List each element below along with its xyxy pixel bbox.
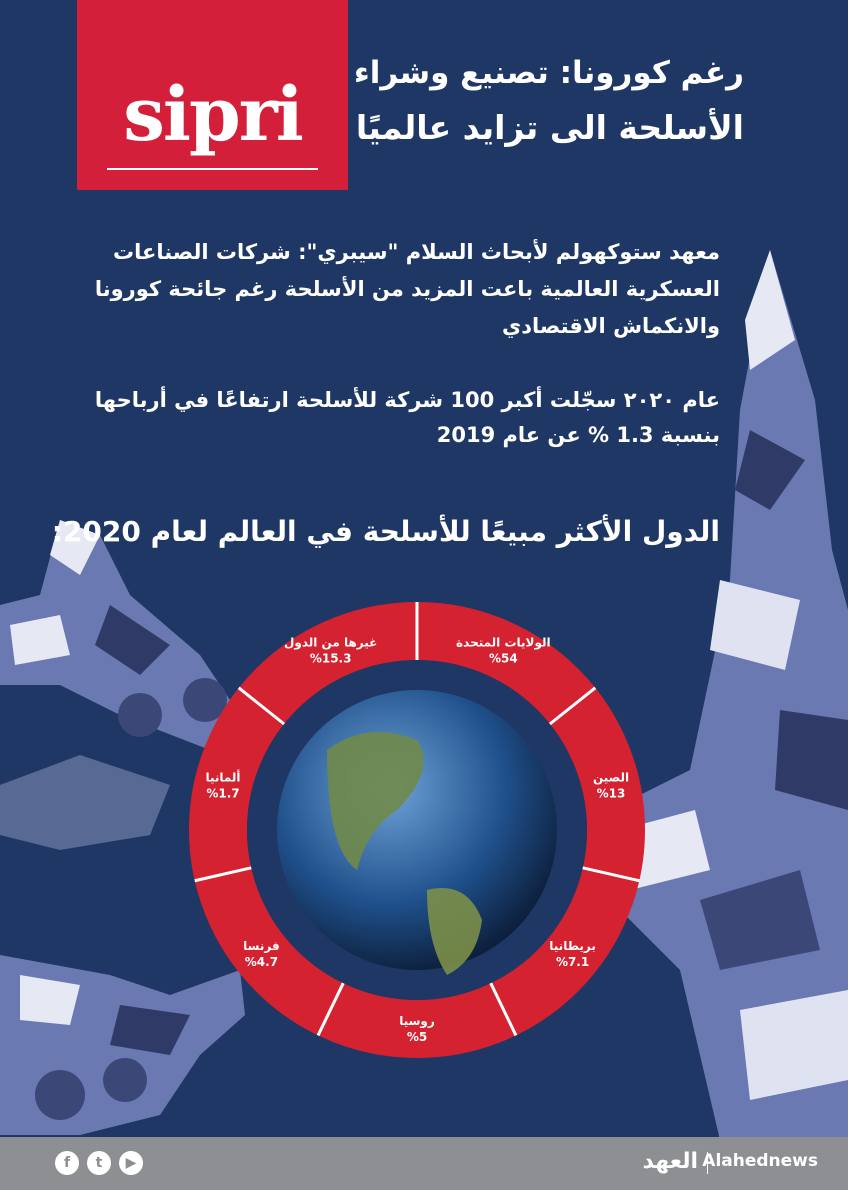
- slice-label: ألمانيا: [205, 770, 241, 785]
- footer-bar: [0, 1137, 848, 1190]
- title-line-1: رغم كورونا: تصنيع وشراء: [353, 55, 744, 91]
- title-line-2: الأسلحة الى تزايد عالميًا: [355, 108, 744, 147]
- facebook-icon[interactable]: f: [55, 1151, 79, 1175]
- stat-line-2: بنسبة 1.3 % عن عام 2019: [436, 423, 720, 447]
- intro-line-1: معهد ستوكهولم لأبحاث السلام "سيبري": شركات الصناعات: [112, 240, 720, 264]
- alahednews-brand: Alahednews: [702, 1151, 818, 1171]
- sipri-logo-text: sipri: [123, 72, 302, 158]
- alahed-logo-arabic: العهد: [642, 1149, 698, 1174]
- slice-value: %5: [406, 1030, 428, 1044]
- slice-value: %7.1: [555, 955, 590, 970]
- slice-label: الصين: [592, 770, 630, 785]
- earth-globe-image: [277, 690, 557, 970]
- youtube-icon[interactable]: ▶: [119, 1151, 143, 1175]
- slice-value: %1.7: [206, 786, 240, 801]
- slice-label: روسيا: [399, 1014, 435, 1028]
- slice-label: الولايات المتحدة: [456, 635, 551, 650]
- stat-line-1: عام ٢٠٢٠ سجّلت أكبر 100 شركة للأسلحة ارتفاعًا في أرباحها: [94, 388, 720, 412]
- slice-label: بريطانيا: [549, 939, 596, 954]
- slice-value: %13: [596, 786, 626, 801]
- chart-heading: الدول الأكثر مبيعًا للأسلحة في العالم لعام 2020:: [51, 515, 720, 548]
- intro-line-2: العسكرية العالمية باعت المزيد من الأسلحة رغم جائحة كورونا: [94, 277, 720, 301]
- slice-value: %54: [488, 651, 518, 666]
- slice-label: فرنسا: [243, 939, 280, 954]
- slice-value: %15.3: [309, 651, 352, 666]
- twitter-icon[interactable]: t: [87, 1151, 111, 1175]
- slice-label: غيرها من الدول: [283, 635, 378, 650]
- intro-line-3: والانكماش الاقتصادي: [502, 314, 720, 338]
- slice-value: %4.7: [244, 955, 279, 970]
